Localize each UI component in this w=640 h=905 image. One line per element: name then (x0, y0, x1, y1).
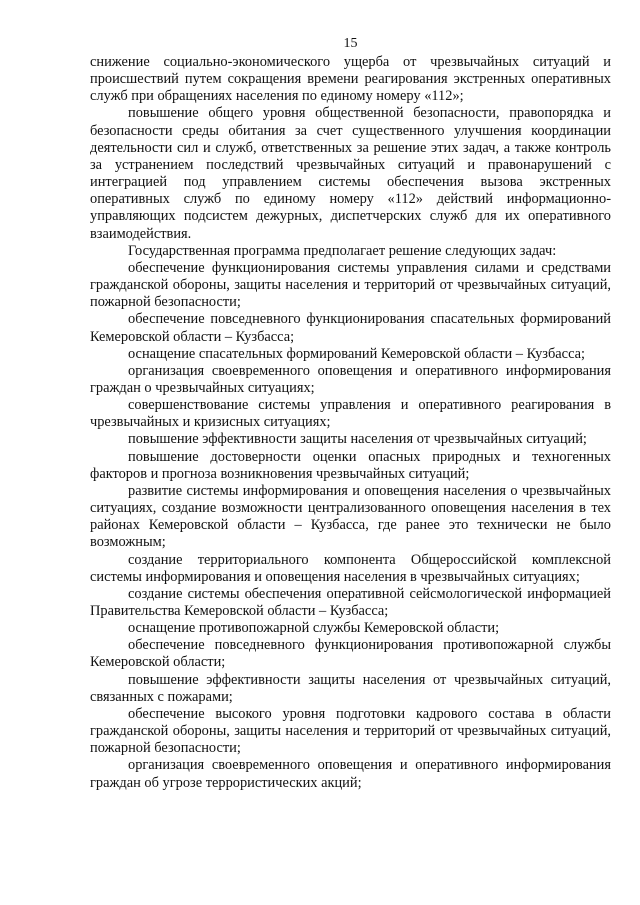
paragraph: совершенствование системы управления и оперативного реагирования в чрезвычайных и кризисных ситуациях; (90, 397, 611, 431)
paragraph: повышение эффективности защиты населения от чрезвычайных ситуаций, связанных с пожарами; (90, 671, 611, 705)
paragraph: обеспечение функционирования системы управления силами и средствами гражданской обороны, защиты населения и территорий от чрезвычайных ситуаций, пожарной безопасности; (90, 259, 611, 311)
paragraph: обеспечение повседневного функционирования противопожарной службы Кемеровской области; (90, 637, 611, 671)
page-number: 15 (343, 36, 358, 51)
paragraph: развитие системы информирования и оповещения населения о чрезвычайных ситуациях, создание возможности централизованного оповещения населения в тех районах Кемеровской области – Кузбасса, где ранее это технически не было возможным; (90, 482, 611, 551)
paragraph: оснащение спасательных формирований Кемеровской области – Кузбасса; (128, 345, 586, 362)
paragraph: повышение эффективности защиты населения от чрезвычайных ситуаций; (128, 431, 587, 448)
paragraph: повышение общего уровня общественной безопасности, правопорядка и безопасности среды обитания за счет существенного улучшения координации деятельности сил и служб, ответственных за решение этих задач, а также контроль за устранением последствий чрезвычайных ситуаций и правонарушений с интеграцией под управлением системы обеспечения вызова экстренных оперативных служб по единому номеру «112» действий информационно-управляющих подсистем дежурных, диспетчерских служб для их оперативного взаимодействия. (90, 105, 611, 242)
paragraph: создание территориального компонента Общероссийской комплексной системы информирования и оповещения населения в чрезвычайных ситуациях; (90, 551, 611, 585)
paragraph: повышение достоверности оценки опасных природных и техногенных факторов и прогноза возникновения чрезвычайных ситуаций; (90, 448, 611, 482)
paragraph: создание системы обеспечения оперативной сейсмологической информацией Правительства Кемеровской области – Кузбасса; (90, 585, 611, 619)
paragraph: обеспечение повседневного функционирования спасательных формирований Кемеровской области – Кузбасса; (90, 311, 611, 345)
paragraph: снижение социально-экономического ущерба от чрезвычайных ситуаций и происшествий путем сокращения времени реагирования экстренных оперативных служб при обращениях населения по единому номеру «112»; (90, 54, 611, 105)
paragraph: оснащение противопожарной службы Кемеровской области; (128, 620, 500, 637)
paragraph: организация своевременного оповещения и оперативного информирования граждан об угрозе террористических акций; (90, 757, 611, 791)
paragraph: обеспечение высокого уровня подготовки кадрового состава в области гражданской обороны, защиты населения и территорий от чрезвычайных ситуаций, пожарной безопасности; (90, 705, 611, 757)
paragraph: организация своевременного оповещения и оперативного информирования граждан о чрезвычайных ситуациях; (90, 362, 611, 396)
paragraph: Государственная программа предполагает решение следующих задач: (128, 242, 557, 259)
